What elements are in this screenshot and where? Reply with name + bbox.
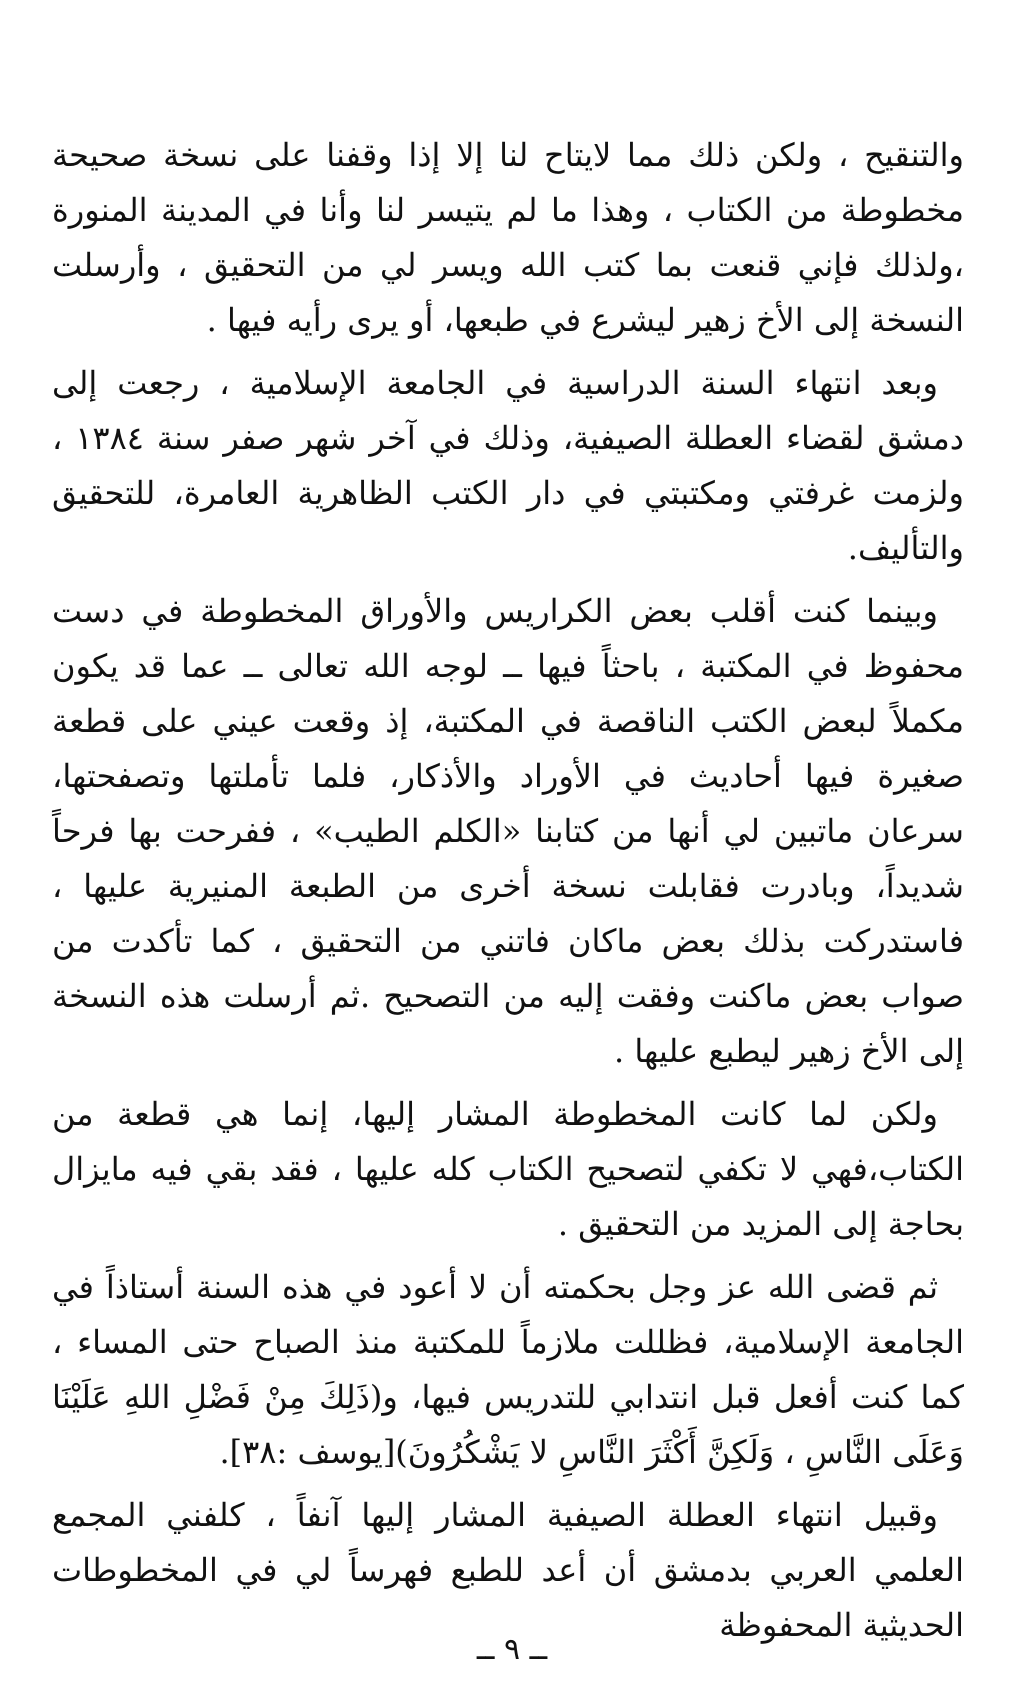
paragraph-2: وبعد انتهاء السنة الدراسية في الجامعة الإسلامية ، رجعت إلى دمشق لقضاء العطلة الصيفية، وذلك في آخر شهر صفر سنة ١٣٨٤ ، ولزمت غرفتي ومكتبتي في دار الكتب الظاهرية العامرة، للتحقيق والتأليف. bbox=[52, 364, 965, 567]
paragraph-3: وبينما كنت أقلب بعض الكراريس والأوراق المخطوطة في دست محفوظ في المكتبة ، باحثاً فيها ــ لوجه الله تعالى ــ عما قد يكون مكملاً لبعض الكتب الناقصة في المكتبة، إذ وقعت عيني على قطعة صغيرة فيها أحاديث في الأوراد والأذكار، فلما تأملتها وتصفحتها، سرعان ماتبين لي أنها من كتابنا «الكلم الطيب» ، ففرحت بها فرحاً شديداً، وبادرت فقابلت نسخة أخرى من الطبعة المنيرية عليها ، فاستدركت بذلك بعض ماكان فاتني من التحقيق ، كما تأكدت من صواب بعض ماكنت وفقت إليه من التصحيح .ثم أرسلت هذه النسخة إلى الأخ زهير ليطبع عليها . bbox=[52, 592, 965, 1070]
paragraph-5: ثم قضى الله عز وجل بحكمته أن لا أعود في هذه السنة أستاذاً في الجامعة الإسلامية، فظللت ملازماً للمكتبة منذ الصباح حتى المساء ، كما كنت أفعل قبل انتدابي للتدريس فيها، و(ذَلِكَ مِنْ فَضْلِ اللهِ عَلَيْنَا وَعَلَى النَّاسِ ، وَلَكِنَّ أَكْثَرَ النَّاسِ لا يَشْكُرُونَ)[يوسف :٣٨]. bbox=[52, 1268, 965, 1471]
paragraph-1: والتنقيح ، ولكن ذلك مما لايتاح لنا إلا إذا وقفنا على نسخة صحيحة مخطوطة من الكتاب ، وهذا ما لم يتيسر لنا وأنا في المدينة المنورة ،ولذلك فإني قنعت بما كتب الله ويسر لي من التحقيق ، وأرسلت النسخة إلى الأخ زهير ليشرع في طبعها، أو يرى رأيه فيها . bbox=[52, 136, 964, 339]
paragraph-4: ولكن لما كانت المخطوطة المشار إليها، إنما هي قطعة من الكتاب،فهي لا تكفي لتصحيح الكتاب كله عليها ، فقد بقي فيه مايزال بحاجة إلى المزيد من التحقيق . bbox=[52, 1095, 964, 1243]
page-number: ــ ٩ ــ bbox=[476, 1632, 548, 1667]
paragraph-6: وقبيل انتهاء العطلة الصيفية المشار إليها آنفاً ، كلفني المجمع العلمي العربي بدمشق أن أعد للطبع فهرساً لي في المخطوطات الحديثية المحفوظة bbox=[52, 1496, 964, 1644]
body-text bbox=[52, 128, 964, 1661]
